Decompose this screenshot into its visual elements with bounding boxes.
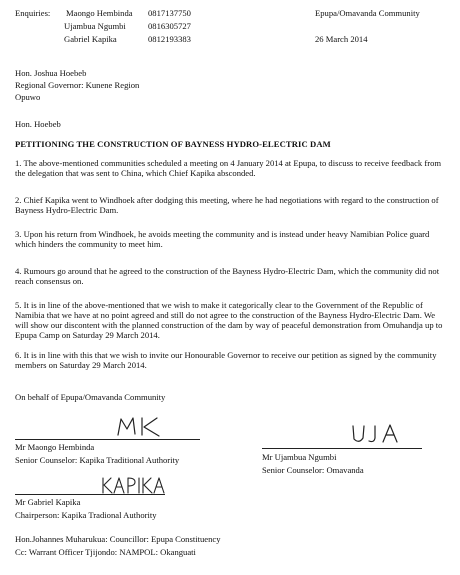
sender-community: Epupa/Omavanda Community xyxy=(315,8,420,18)
contact-name: Ujambua Ngumbi xyxy=(64,21,126,31)
signature-mk xyxy=(115,413,165,441)
signatory-name: Mr Ujambua Ngumbi xyxy=(262,452,337,462)
body-paragraph: 3. Upon his return from Windhoek, he avoids meeting the community and is instead under heavy Namibian Police guard which hinders the community to meet him. xyxy=(15,229,430,250)
closing-line: On behalf of Epupa/Omavanda Community xyxy=(15,392,166,402)
body-paragraph: 2. Chief Kapika went to Windhoek after dodging this meeting, where he had negotiations with regard to the construction of Bayness Hydro-Electric Dam. xyxy=(15,195,439,216)
recipient-title: Regional Governor: Kunene Region xyxy=(15,80,140,90)
body-paragraph: 5. It is in line of the above-mentioned that we wish to make it categorically clear to the Government of the Republic of Namibia that we have at no point agreed and still do not agree to the construction of the Bayness Hydro-Electric Dam. We will show our discontent with the planned construction of the dam by way of peaceful demonstration from Omuhandja up to Epupa Camp on Saturday 29 March 2014. xyxy=(15,300,443,341)
letter-date: 26 March 2014 xyxy=(315,34,368,44)
contact-phone: 0817137750 xyxy=(148,8,191,18)
contact-name: Maongo Hembinda xyxy=(66,8,133,18)
subject-heading: PETITIONING THE CONSTRUCTION OF BAYNESS HYDRO-ELECTRIC DAM xyxy=(15,139,331,149)
signature-uja xyxy=(350,422,402,446)
contact-phone: 0812193383 xyxy=(148,34,191,44)
signatory-role: Senior Counselor: Kapika Traditional Authority xyxy=(15,455,180,465)
recipient-town: Opuwo xyxy=(15,92,41,102)
signatory-name: Mr Maongo Hembinda xyxy=(15,442,95,452)
cc-line: Hon.Johannes Muharukua: Councillor: Epupa Constituency xyxy=(15,534,221,544)
signature-line xyxy=(15,494,165,495)
contact-name: Gabriel Kapika xyxy=(64,34,117,44)
signatory-role: Senior Counselor: Omavanda xyxy=(262,465,364,475)
recipient-name: Hon. Joshua Hoebeb xyxy=(15,68,87,78)
body-paragraph: 1. The above-mentioned communities scheduled a meeting on 4 January 2014 at Epupa, to discuss to receive feedback from the delegation that was sent to China, which Chief Kapika absconded. xyxy=(15,158,442,179)
signatory-role: Chairperson: Kapika Tradional Authority xyxy=(15,510,157,520)
cc-line: Cc: Warrant Officer Tjijondo: NAMPOL: Okanguati xyxy=(15,547,196,557)
signature-line xyxy=(15,439,200,440)
body-paragraph: 6. It is in line with this that we wish to invite our Honourable Governor to receive our petition as signed by the community members on Saturday 29 March 2014. xyxy=(15,350,437,371)
contact-phone: 0816305727 xyxy=(148,21,191,31)
signature-kapika xyxy=(100,475,166,495)
body-paragraph: 4. Rumours go around that he agreed to the construction of the Bayness Hydro-Electric Dam, which the community did not reach consensus on. xyxy=(15,266,440,287)
signature-line xyxy=(262,448,422,449)
enquiries-label: Enquiries: xyxy=(15,8,51,18)
salutation: Hon. Hoebeb xyxy=(15,119,61,129)
signatory-name: Mr Gabriel Kapika xyxy=(15,497,81,507)
